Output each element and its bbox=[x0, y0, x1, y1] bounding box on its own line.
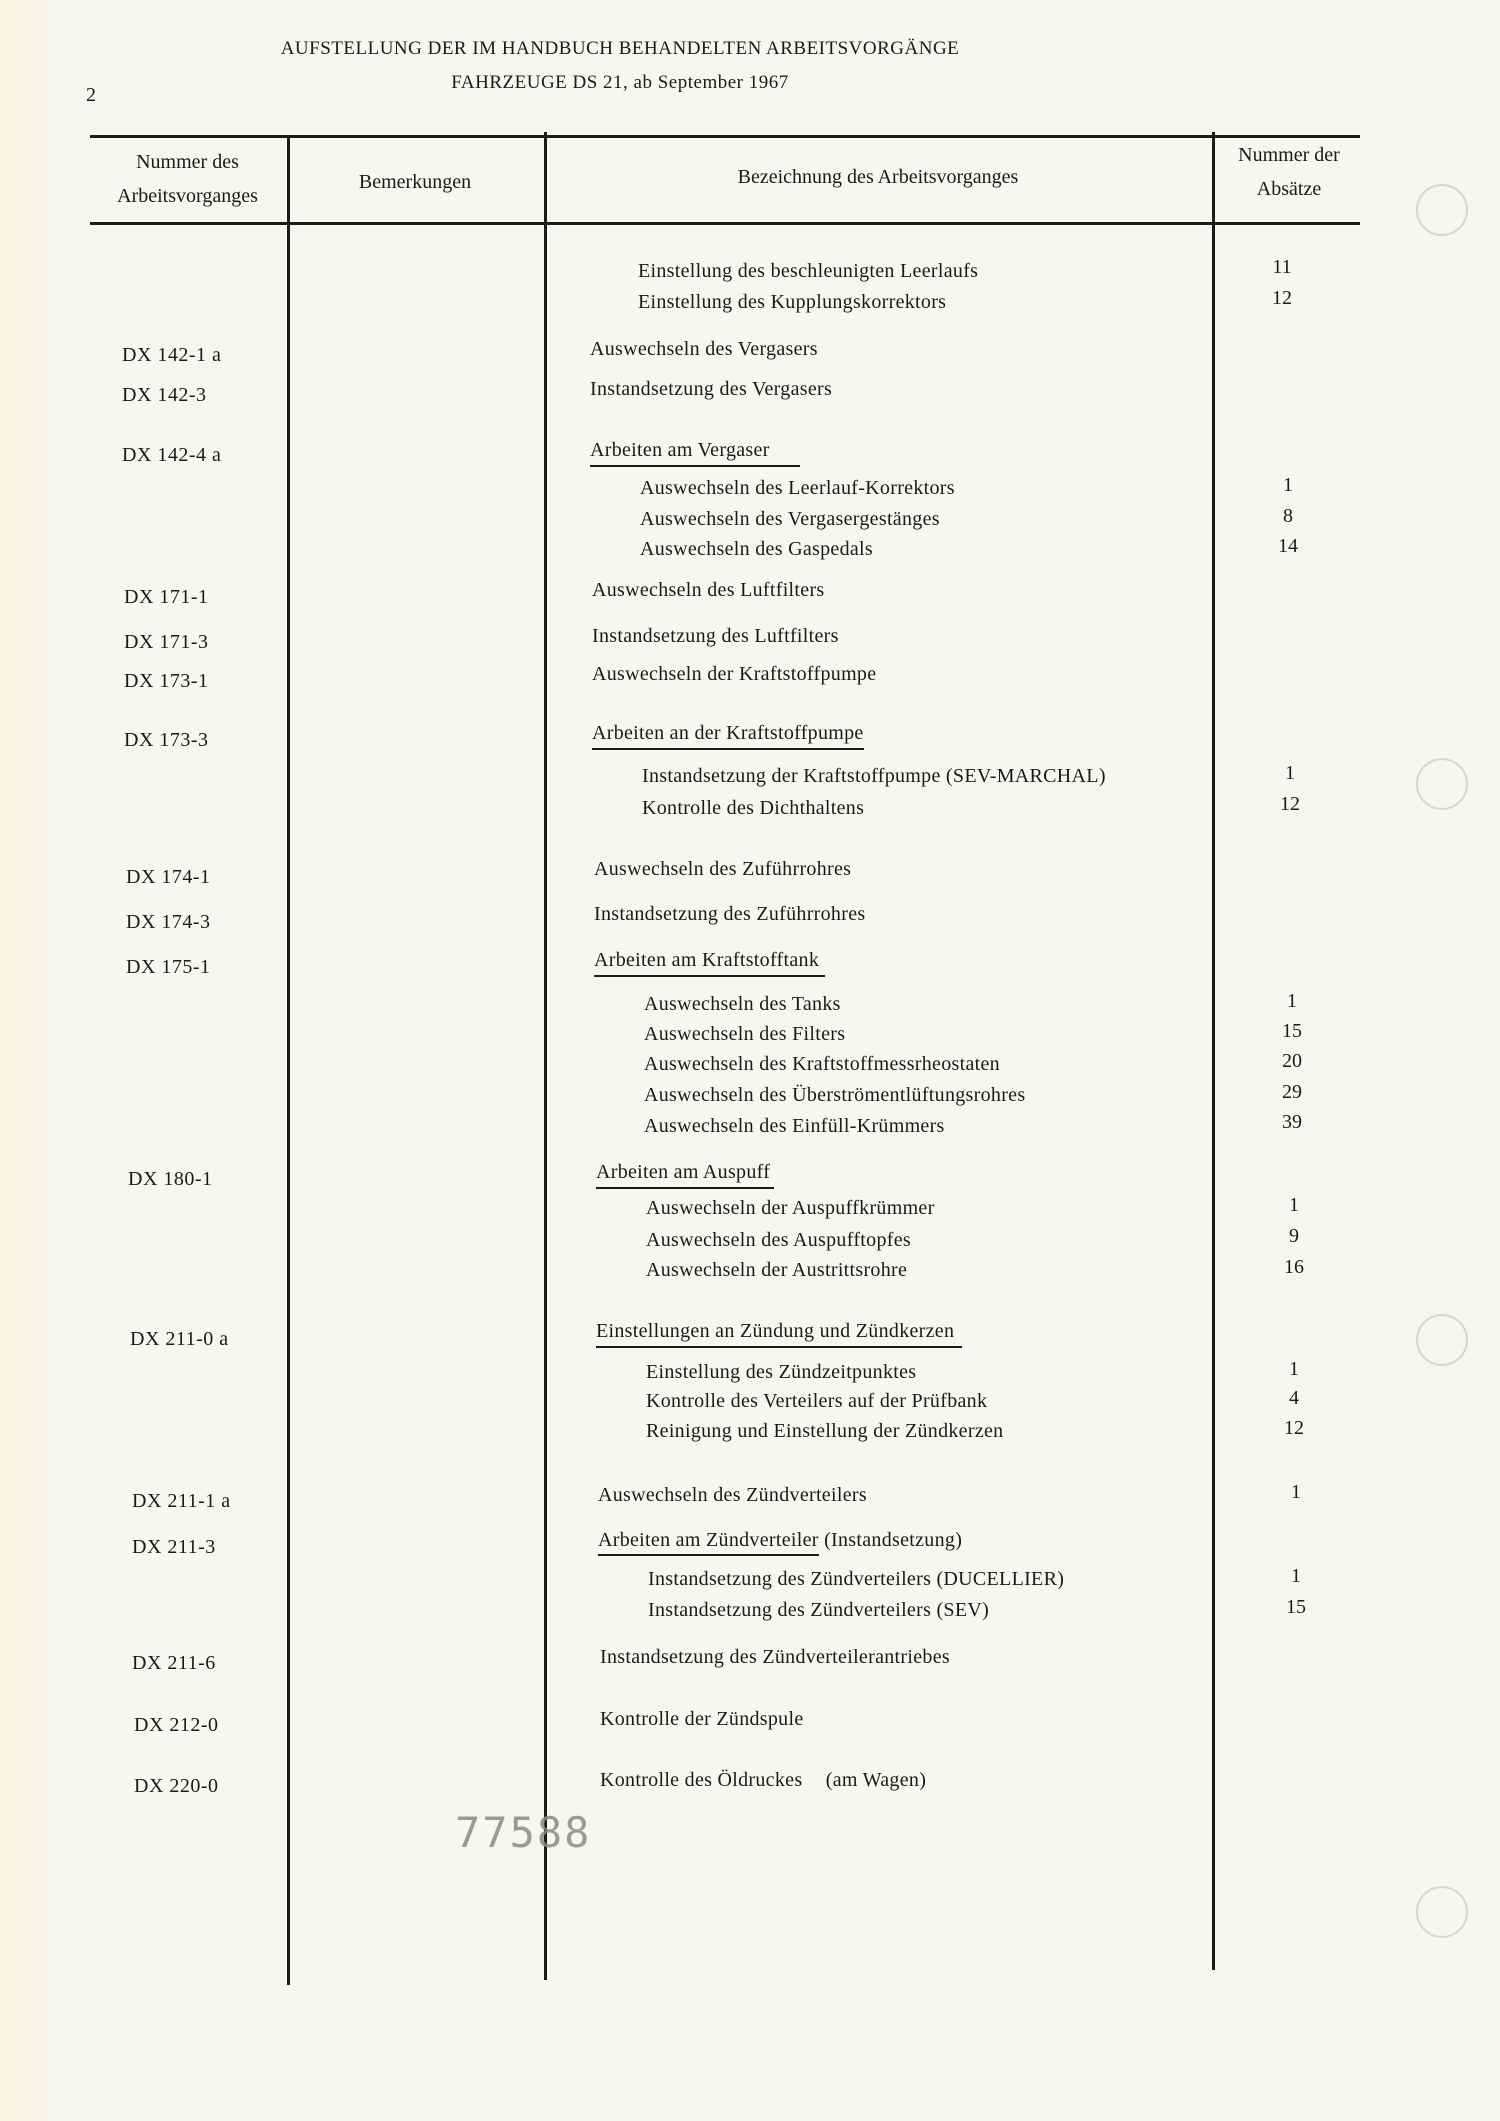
column-divider-2 bbox=[544, 132, 547, 1980]
operation-code: DX 142-3 bbox=[122, 384, 207, 406]
list-item: Einstellung des beschleunigten Leerlaufs bbox=[638, 260, 979, 282]
paragraph-number: 1 bbox=[1285, 762, 1295, 784]
operation-code: DX 171-1 bbox=[124, 586, 209, 608]
list-item: Auswechseln des Kraftstoffmessrheostaten bbox=[644, 1053, 1000, 1075]
list-item: Auswechseln des Zuführrohres bbox=[594, 858, 852, 880]
paragraph-number: 1 bbox=[1291, 1565, 1301, 1587]
column-header-absaetze-line2: Absätze bbox=[1256, 178, 1322, 200]
list-item: Instandsetzung des Luftfilters bbox=[592, 625, 839, 647]
operation-code: DX 212-0 bbox=[134, 1714, 219, 1736]
list-item: Auswechseln des Einfüll-Krümmers bbox=[644, 1115, 945, 1137]
paragraph-number: 20 bbox=[1282, 1050, 1302, 1072]
column-header-absaetze bbox=[1214, 138, 1364, 206]
section-heading: Arbeiten am Kraftstofftank bbox=[594, 949, 825, 977]
paragraph-number: 15 bbox=[1286, 1596, 1306, 1618]
column-header-nummer-line1: Nummer des bbox=[136, 151, 239, 173]
list-item: Instandsetzung des Zündverteilers (SEV) bbox=[648, 1599, 990, 1621]
list-item: Auswechseln der Austrittsrohre bbox=[646, 1259, 908, 1281]
section-heading-row bbox=[598, 1529, 962, 1552]
section-heading: Arbeiten am Vergaser bbox=[590, 439, 800, 467]
operation-code: DX 175-1 bbox=[126, 956, 211, 978]
paragraph-number: 9 bbox=[1289, 1225, 1299, 1247]
paragraph-number: 12 bbox=[1272, 287, 1292, 309]
list-item: Auswechseln der Kraftstoffpumpe bbox=[592, 663, 877, 685]
list-item: Reinigung und Einstellung der Zündkerzen bbox=[646, 1420, 1004, 1442]
paragraph-number: 11 bbox=[1272, 256, 1292, 278]
operation-code: DX 211-0 a bbox=[130, 1328, 229, 1350]
paragraph-number: 15 bbox=[1282, 1020, 1302, 1042]
operation-code: DX 174-1 bbox=[126, 866, 211, 888]
operation-code: DX 173-1 bbox=[124, 670, 209, 692]
list-item: Instandsetzung der Kraftstoffpumpe (SEV-MARCHAL) bbox=[642, 765, 1106, 787]
page-number: 2 bbox=[86, 84, 96, 106]
list-item: Auswechseln des Vergasers bbox=[590, 338, 818, 360]
operation-code: DX 173-3 bbox=[124, 729, 209, 751]
column-header-absaetze-line1: Nummer der bbox=[1238, 144, 1340, 166]
list-item: Instandsetzung des Zuführrohres bbox=[594, 903, 866, 925]
punch-hole bbox=[1416, 184, 1468, 236]
paragraph-number: 1 bbox=[1291, 1481, 1301, 1503]
paragraph-number: 8 bbox=[1283, 505, 1293, 527]
column-header-nummer-line2: Arbeitsvorganges bbox=[117, 185, 258, 207]
operation-code: DX 174-3 bbox=[126, 911, 211, 933]
paragraph-number: 14 bbox=[1278, 535, 1298, 557]
list-item: Einstellung des Kupplungskorrektors bbox=[638, 291, 947, 313]
paragraph-number: 1 bbox=[1287, 990, 1297, 1012]
paper-edge-tint bbox=[0, 0, 60, 2121]
paragraph-number: 29 bbox=[1282, 1081, 1302, 1103]
list-item: Auswechseln des Gaspedals bbox=[640, 538, 873, 560]
paragraph-number: 1 bbox=[1283, 474, 1293, 496]
punch-hole bbox=[1416, 758, 1468, 810]
column-header-bemerkungen: Bemerkungen bbox=[358, 171, 472, 193]
punch-hole bbox=[1416, 1314, 1468, 1366]
list-item: Auswechseln des Leerlauf-Korrektors bbox=[640, 477, 955, 499]
list-item: Instandsetzung des Zündverteilerantriebes bbox=[600, 1646, 950, 1668]
list-item: Kontrolle des Öldruckes bbox=[600, 1769, 803, 1791]
list-item: Instandsetzung des Zündverteilers (DUCELLIER) bbox=[648, 1568, 1065, 1590]
section-heading: Einstellungen an Zündung und Zündkerzen bbox=[596, 1320, 962, 1348]
operation-code: DX 180-1 bbox=[128, 1168, 213, 1190]
column-divider-1 bbox=[287, 135, 290, 1985]
section-heading-suffix: (Instandsetzung) bbox=[824, 1529, 963, 1551]
list-item-suffix: (am Wagen) bbox=[825, 1769, 927, 1791]
list-item: Auswechseln des Tanks bbox=[644, 993, 841, 1015]
column-divider-3 bbox=[1212, 132, 1215, 1970]
paragraph-number: 4 bbox=[1289, 1387, 1299, 1409]
section-heading: Arbeiten an der Kraftstoffpumpe bbox=[592, 722, 864, 750]
list-item: Auswechseln des Vergasergestänges bbox=[640, 508, 940, 530]
table-top-rule bbox=[90, 135, 1360, 138]
list-item: Instandsetzung des Vergasers bbox=[590, 378, 833, 400]
archive-stamp: 77588 bbox=[455, 1808, 592, 1857]
list-item: Auswechseln des Filters bbox=[644, 1023, 846, 1045]
list-item: Auswechseln des Luftfilters bbox=[592, 579, 825, 601]
operation-code: DX 211-6 bbox=[132, 1652, 216, 1674]
document-title: AUFSTELLUNG DER IM HANDBUCH BEHANDELTEN ARBEITSVORGÄNGE bbox=[280, 38, 960, 59]
operation-code: DX 171-3 bbox=[124, 631, 209, 653]
punch-hole bbox=[1416, 1886, 1468, 1938]
table-header-rule bbox=[90, 222, 1360, 225]
paragraph-number: 12 bbox=[1284, 1417, 1304, 1439]
list-item: Auswechseln des Zündverteilers bbox=[598, 1484, 867, 1506]
document-subtitle: FAHRZEUGE DS 21, ab September 1967 bbox=[451, 72, 789, 93]
operation-code: DX 211-3 bbox=[132, 1536, 216, 1558]
column-header-nummer bbox=[90, 145, 285, 213]
section-heading: Arbeiten am Zündverteiler bbox=[598, 1529, 819, 1556]
paragraph-number: 39 bbox=[1282, 1111, 1302, 1133]
list-item: Kontrolle des Verteilers auf der Prüfbank bbox=[646, 1390, 988, 1412]
list-item: Auswechseln des Auspufftopfes bbox=[646, 1229, 911, 1251]
operation-code: DX 142-1 a bbox=[122, 344, 222, 366]
paragraph-number: 12 bbox=[1280, 793, 1300, 815]
list-item-row bbox=[600, 1769, 926, 1792]
list-item: Kontrolle des Dichthaltens bbox=[642, 797, 865, 819]
list-item: Auswechseln des Überströmentlüftungsrohres bbox=[644, 1084, 1026, 1106]
list-item: Einstellung des Zündzeitpunktes bbox=[646, 1361, 917, 1383]
paragraph-number: 1 bbox=[1289, 1358, 1299, 1380]
operation-code: DX 142-4 a bbox=[122, 444, 222, 466]
section-heading: Arbeiten am Auspuff bbox=[596, 1161, 774, 1189]
paragraph-number: 16 bbox=[1284, 1256, 1304, 1278]
operation-code: DX 220-0 bbox=[134, 1775, 219, 1797]
list-item: Auswechseln der Auspuffkrümmer bbox=[646, 1197, 935, 1219]
paragraph-number: 1 bbox=[1289, 1194, 1299, 1216]
operation-code: DX 211-1 a bbox=[132, 1490, 231, 1512]
list-item: Kontrolle der Zündspule bbox=[600, 1708, 804, 1730]
column-header-bezeichnung: Bezeichnung des Arbeitsvorganges bbox=[737, 166, 1019, 188]
